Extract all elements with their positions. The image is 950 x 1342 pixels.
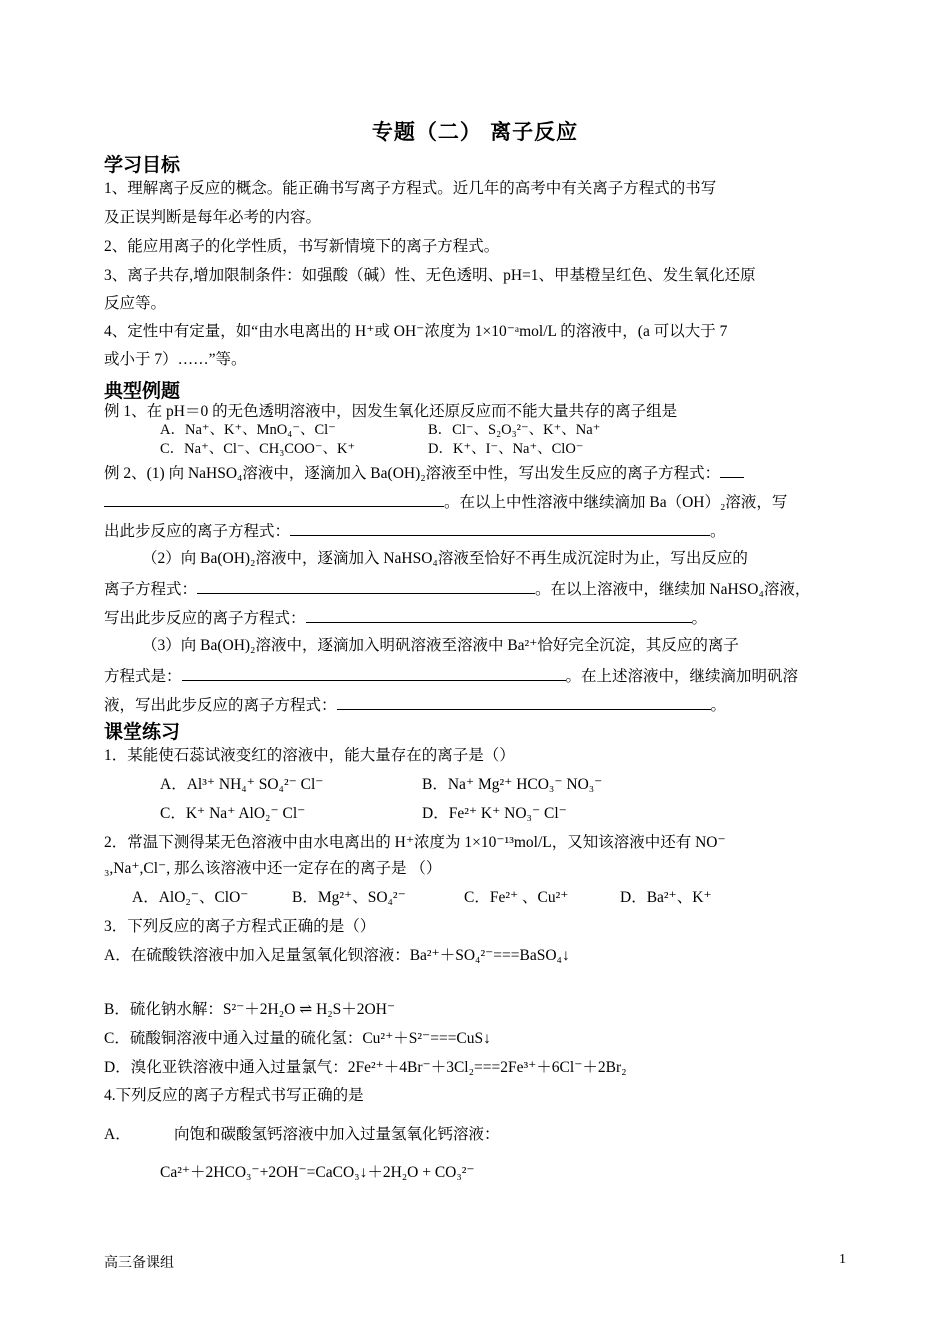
objective-line: 1、理解离子反应的概念。能正确书写离子方程式。近几年的高考中有关离子方程式的书写 (104, 180, 717, 197)
example-1-stem: 例 1、在 pH＝0 的无色透明溶液中，因发生氧化还原反应而不能大量共存的离子组是 (104, 403, 678, 420)
objective-line: 2、能应用离子的化学性质，书写新情境下的离子方程式。 (104, 238, 500, 255)
practice-q3-option-b: B．硫化钠水解：S²⁻＋2H₂O ⇌ H₂S＋2OH⁻ (104, 1001, 396, 1018)
example-2-text: 。在以上中性溶液中继续滴加 Ba（OH）₂溶液，写 (444, 494, 788, 511)
example-2-text: 出此步反应的离子方程式： (104, 523, 291, 540)
practice-q1-stem: 1．某能使石蕊试液变红的溶液中，能大量存在的离子是（） (104, 747, 515, 764)
example-2-text: 方程式是： (104, 668, 182, 685)
practice-q4-option-a (104, 1126, 500, 1145)
example-2-line-2 (104, 492, 787, 513)
practice-q1-options-row-1 (160, 776, 602, 795)
example-2-line-7: （3）向 Ba(OH)₂溶液中，逐滴加入明矾溶液至溶液中 Ba²⁺恰好完全沉淀，其反应的离子 (142, 637, 739, 654)
practice-q1-option-b: B．Na⁺ Mg²⁺ HCO₃⁻ NO₃⁻ (422, 776, 603, 793)
answer-blank[interactable] (337, 695, 711, 710)
period: 。 (710, 523, 726, 540)
answer-blank[interactable] (104, 492, 444, 507)
example-1-options-row-2 (160, 441, 583, 458)
practice-q1-options-row-2 (160, 805, 567, 824)
example-2-text: 离子方程式： (104, 581, 198, 598)
page-title: 专题（二） 离子反应 (371, 120, 579, 144)
example-2-line-4: （2）向 Ba(OH)₂溶液中，逐滴加入 NaHSO₄溶液至恰好不再生成沉淀时为止，写出反应的 (142, 550, 748, 567)
practice-heading: 课堂练习 (104, 721, 181, 743)
option-text: 向饱和碳酸氢钙溶液中加入过量氢氧化钙溶液： (174, 1126, 500, 1143)
example-2-line-6 (104, 608, 707, 629)
footer-group-name: 高三备课组 (104, 1256, 174, 1271)
practice-q1-option-a: A．Al³⁺ NH₄⁺ SO₄²⁻ Cl⁻ (160, 776, 324, 793)
page-number: 1 (839, 1252, 846, 1267)
objective-line: 4、定性中有定量，如“由水电离出的 H⁺或 OH⁻浓度为 1×10⁻ᵃmol/L 的溶液中，(a 可以大于 7 (104, 323, 728, 340)
practice-q3-option-c: C．硫酸铜溶液中通入过量的硫化氢：Cu²⁺＋S²⁻===CuS↓ (104, 1030, 491, 1047)
practice-q4-stem: 4.下列反应的离子方程式书写正确的是 (104, 1087, 364, 1104)
answer-blank[interactable] (290, 521, 710, 536)
practice-q2-option-a: A．AlO₂⁻、ClO⁻ (132, 889, 249, 906)
example-2-line-1 (104, 463, 744, 484)
objective-line: 或小于 7）……”等。 (104, 351, 247, 368)
example-2-text: 。在上述溶液中，继续滴加明矾溶 (565, 668, 799, 685)
example-2-line-8 (104, 666, 798, 687)
example-2-text: 例 2、(1) 向 NaHSO₄溶液中，逐滴加入 Ba(OH)₂溶液至中性，写出发生反应的离子方程式： (104, 465, 721, 482)
answer-blank[interactable] (720, 463, 744, 478)
practice-q2-option-d: D．Ba²⁺、K⁺ (620, 889, 712, 906)
example-2-line-5 (104, 579, 810, 600)
example-1-option-a: A．Na⁺、K⁺、MnO₄⁻、Cl⁻ (160, 422, 336, 438)
example-1-option-c: C．Na⁺、Cl⁻、CH₃COO⁻、K⁺ (160, 441, 356, 457)
practice-q1-option-c: C．K⁺ Na⁺ AlO₂⁻ Cl⁻ (160, 805, 306, 822)
period: 。 (710, 697, 727, 714)
answer-blank[interactable] (306, 608, 692, 623)
practice-q2-option-b: B．Mg²⁺、SO₄²⁻ (292, 889, 406, 906)
examples-heading: 典型例题 (104, 380, 181, 402)
example-1-options-row-1 (160, 422, 600, 439)
practice-q3-option-d: D．溴化亚铁溶液中通入过量氯气：2Fe²⁺＋4Br⁻＋3Cl₂===2Fe³⁺＋6Cl⁻＋2Br₂ (104, 1059, 627, 1076)
practice-q1-option-d: D．Fe²⁺ K⁺ NO₃⁻ Cl⁻ (422, 805, 567, 822)
period: 。 (691, 610, 708, 627)
practice-q4-equation: Ca²⁺＋2HCO₃⁻+2OH⁻=CaCO₃↓＋2H₂O + CO₃²⁻ (160, 1164, 475, 1181)
objective-line: 3、离子共存,增加限制条件：如强酸（碱）性、无色透明、pH=1、甲基橙呈红色、发生氧化还原 (104, 267, 756, 284)
example-2-text: 写出此步反应的离子方程式： (104, 610, 306, 627)
example-2-line-9 (104, 695, 726, 716)
practice-q2-option-c: C．Fe²⁺ 、Cu²⁺ (464, 889, 569, 906)
objective-line: 及正误判断是每年必考的内容。 (104, 209, 322, 226)
practice-q2-line-1: 2．常温下测得某无色溶液中由水电离出的 H⁺浓度为 1×10⁻¹³mol/L，又知该溶液中还有 NO⁻ (104, 834, 726, 851)
objective-line: 反应等。 (104, 295, 167, 312)
example-2-text: 。在以上溶液中，继续加 NaHSO₄溶液， (535, 581, 811, 598)
practice-q2-options (132, 889, 712, 908)
example-2-line-3 (104, 521, 726, 542)
example-1-option-b: B．Cl⁻、S₂O₃²⁻、K⁺、Na⁺ (428, 422, 601, 438)
example-1-option-d: D．K⁺、I⁻、Na⁺、ClO⁻ (428, 441, 584, 457)
answer-blank[interactable] (197, 579, 535, 594)
example-2-text: 液，写出此步反应的离子方程式： (104, 697, 337, 714)
practice-q3-option-a: A．在硫酸铁溶液中加入足量氢氧化钡溶液：Ba²⁺＋SO₄²⁻===BaSO₄↓ (104, 947, 570, 964)
practice-q3-stem: 3．下列反应的离子方程式正确的是（） (104, 918, 376, 935)
answer-blank[interactable] (182, 666, 566, 681)
option-label: A． (104, 1126, 131, 1143)
practice-q2-line-2: ₃,Na⁺,Cl⁻, 那么该溶液中还一定存在的离子是 （） (104, 860, 442, 877)
objectives-heading: 学习目标 (104, 154, 181, 176)
